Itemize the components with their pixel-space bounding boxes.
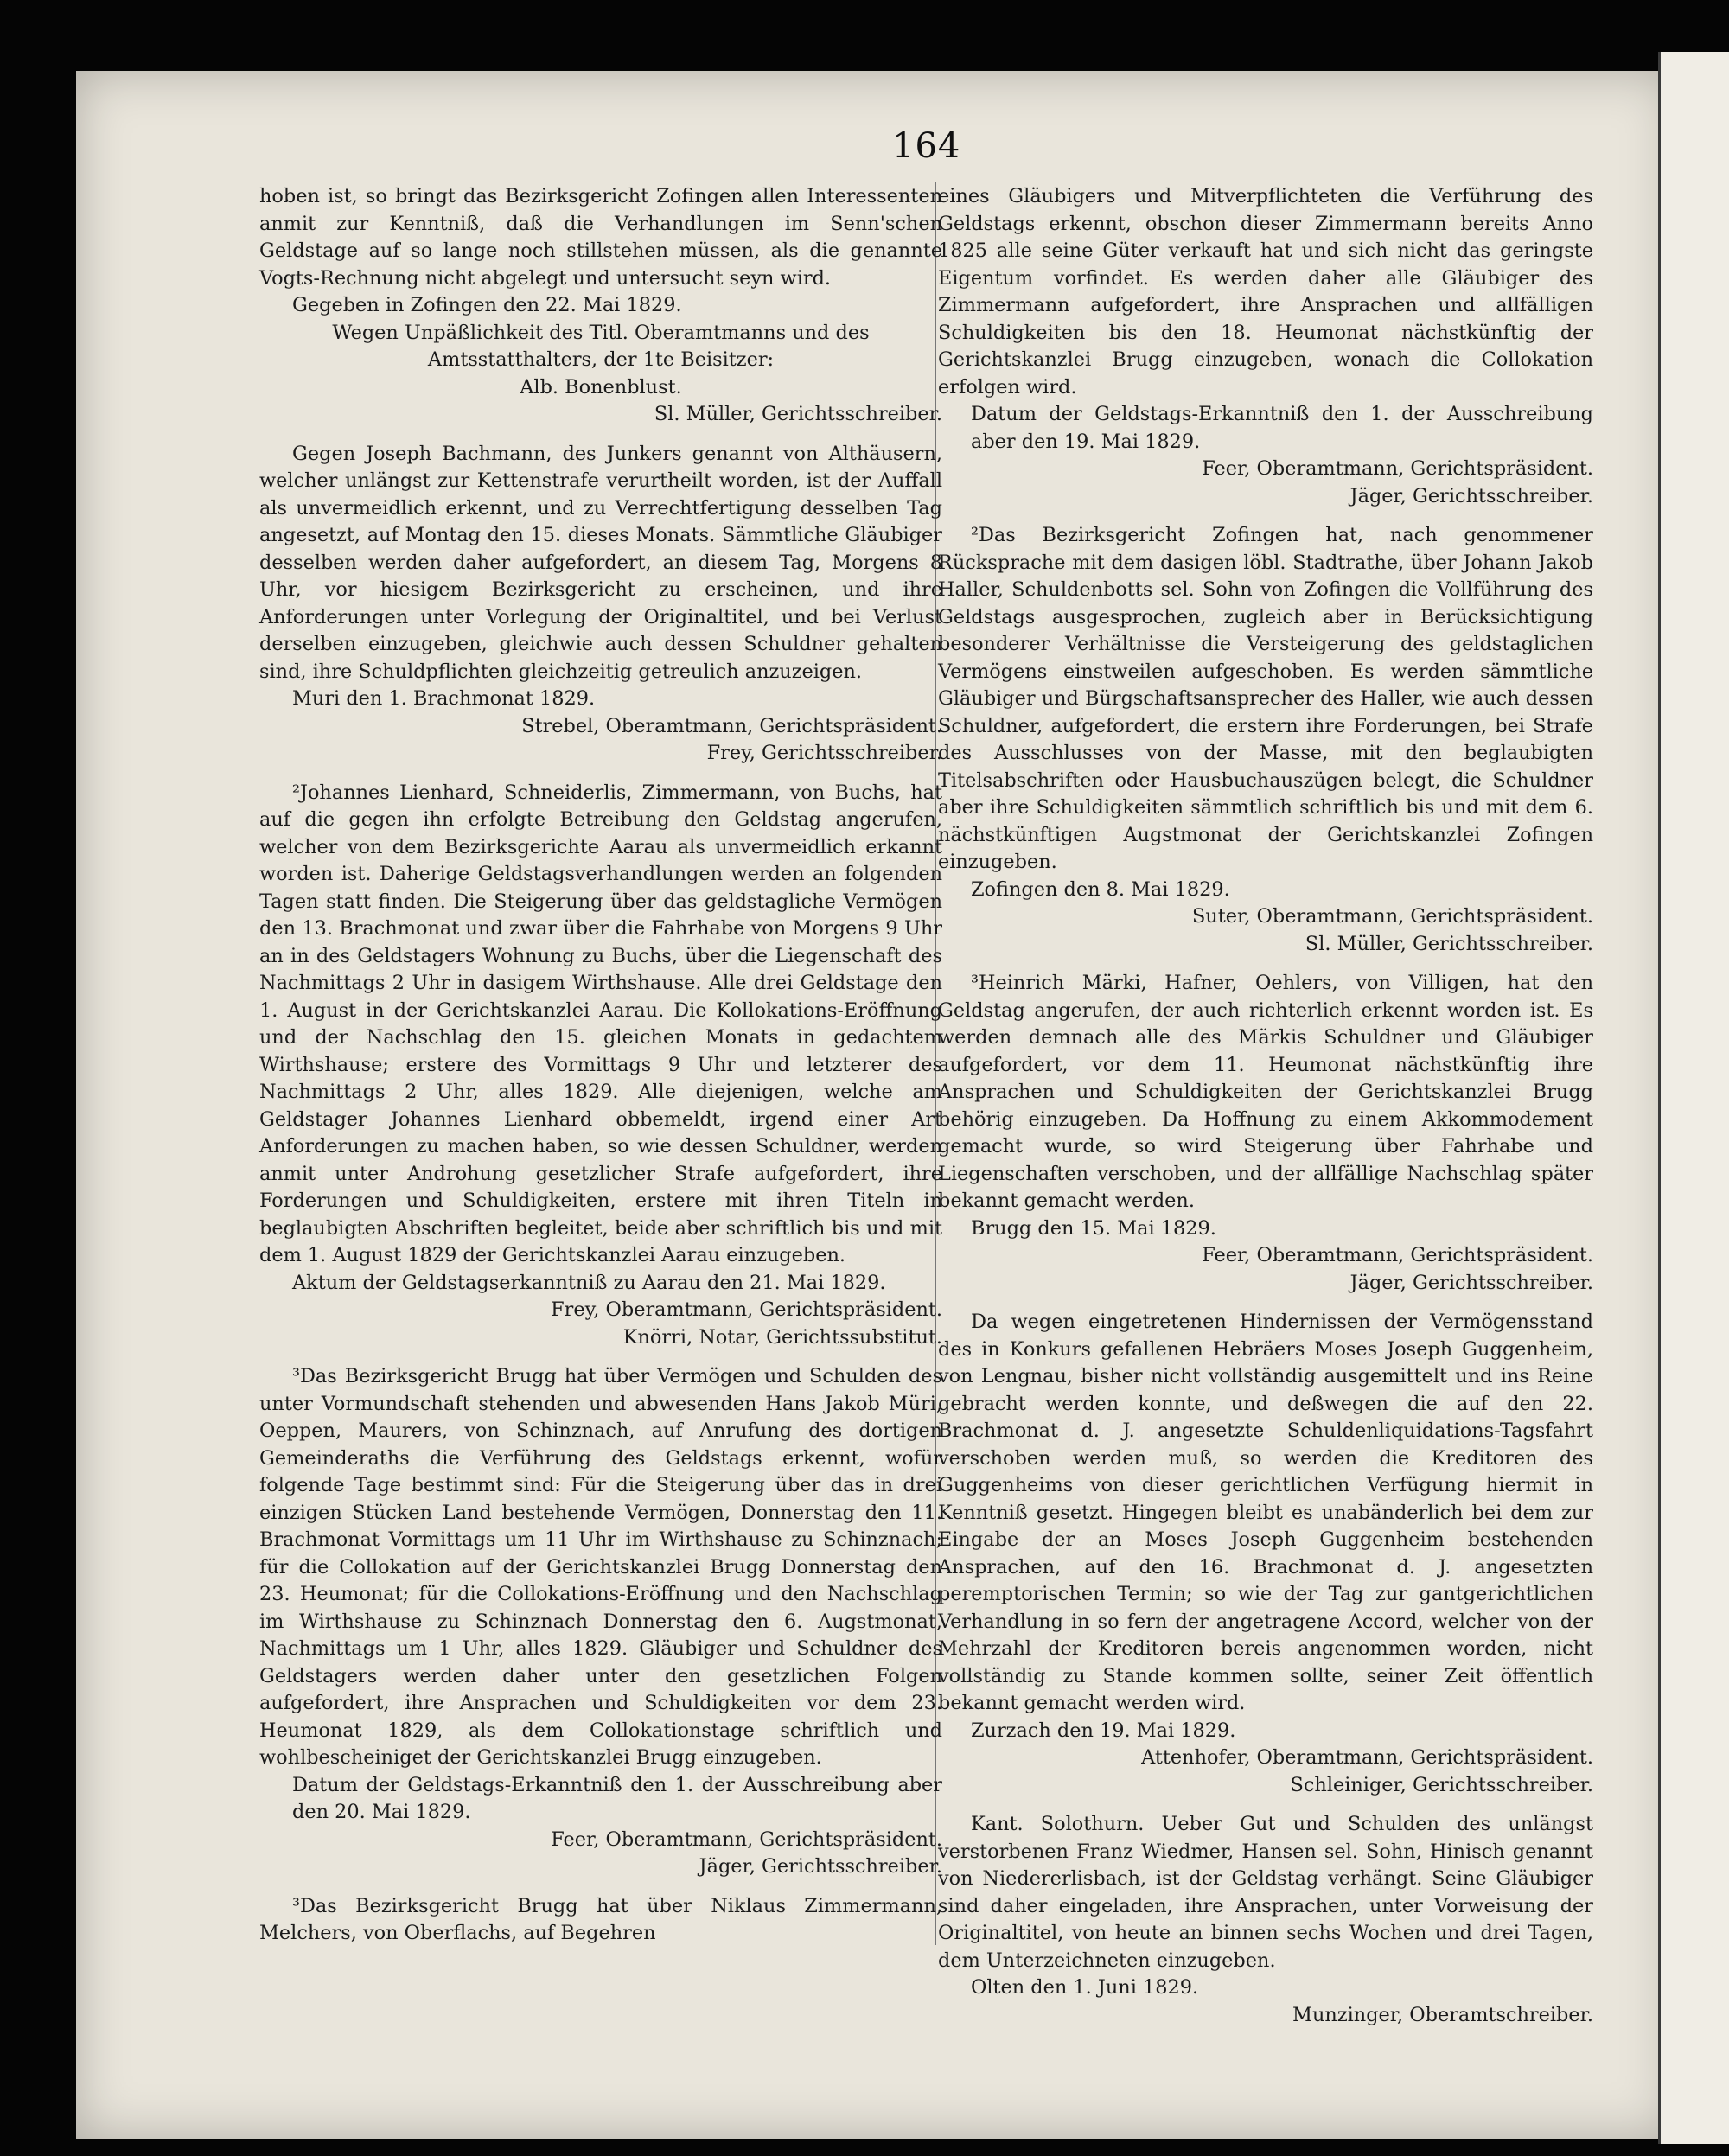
right-sig-3: Jäger, Gerichtsschreiber. bbox=[1349, 484, 1593, 507]
left-sig-12: Knörri, Notar, Gerichtssubstitut. bbox=[622, 1325, 942, 1349]
left-column bbox=[259, 183, 942, 1948]
left-date-1: Gegeben in Zofingen den 22. Mai 1829. bbox=[292, 294, 682, 316]
left-sig-11: Frey, Oberamtmann, Gerichtspräsident. bbox=[551, 1298, 942, 1321]
right-date-1: Datum der Geldstags-Erkanntniß den 1. der Ausschreibung aber den 19. Mai 1829. bbox=[971, 403, 1593, 453]
left-date-6: Muri den 1. Brachmonat 1829. bbox=[292, 687, 596, 710]
left-sig-8: Frey, Gerichtsschreiber. bbox=[706, 742, 942, 764]
right-sig-10: Feer, Oberamtmann, Gerichtspräsident. bbox=[1202, 1244, 1593, 1266]
right-date-5: Zofingen den 8. Mai 1829. bbox=[971, 877, 1230, 901]
right-date-9: Brugg den 15. Mai 1829. bbox=[971, 1216, 1216, 1240]
left-date-14: Datum der Geldstags-Erkanntniß den 1. der Ausschreibung aber den 20. Mai 1829. bbox=[292, 1773, 942, 1823]
left-para-13: ³Das Bezirksgericht Brugg hat über Vermögen und Schulden des unter Vormundschaft stehenden und abwesenden Hans Jakob Müri, Oeppen, Maurers, von Schinznach, auf Anrufung des dortigen Gemeinderaths die Verführung des Geldstags erkennt, wofür folgende Tage bestimmt sind: Für die Steigerung über das in drei einzigen Stücken Land bestehende Vermögen, Donnerstag den 11. Brachmonat Vormittags um 11 Uhr im Wirthshause zu Schinznach; für die Collokation auf der Gerichtskanzlei Brugg Donnerstag den 23. Heumonat; für die Collokations-Eröffnung und den Nachschlag im Wirthshause zu Schinznach Donnerstag den 6. Augstmonat, Nachmittags um 1 Uhr, alles 1829. Gläubiger und Schuldner des Geldstagers werden daher unter den gesetzlichen Folgen aufgefordert, ihre Ansprachen und Schuldigkeiten vor dem 23. Heumonat 1829, als dem Collokationstage schriftlich und wohlbescheiniget der Gerichtskanzlei Brugg einzugeben. bbox=[259, 1365, 942, 1769]
right-column bbox=[938, 183, 1593, 2029]
left-sig-15: Feer, Oberamtmann, Gerichtspräsident. bbox=[551, 1827, 942, 1851]
left-sig-4: Sl. Müller, Gerichtsschreiber. bbox=[654, 403, 942, 425]
page-number: 164 bbox=[892, 126, 961, 166]
right-date-13: Zurzach den 19. Mai 1829. bbox=[971, 1719, 1236, 1742]
adjacent-page-edge bbox=[1658, 52, 1729, 2144]
left-sig-3: Alb. Bonenblust. bbox=[520, 375, 682, 399]
right-sig-6: Suter, Oberamtmann, Gerichtspräsident. bbox=[1192, 905, 1593, 928]
right-sig-14: Attenhofer, Oberamtmann, Gerichtspräsident. bbox=[1141, 1746, 1593, 1769]
right-sig-15: Schleiniger, Gerichtsschreiber. bbox=[1290, 1773, 1593, 1796]
left-date-10: Aktum der Geldstagserkanntniß zu Aarau den 21. Mai 1829. bbox=[292, 1271, 886, 1294]
right-sig-11: Jäger, Gerichtsschreiber. bbox=[1349, 1271, 1593, 1294]
left-sig-7: Strebel, Oberamtmann, Gerichtspräsident. bbox=[521, 714, 942, 737]
right-sig-7: Sl. Müller, Gerichtsschreiber. bbox=[1305, 932, 1593, 955]
right-sig-18: Munzinger, Oberamtschreiber. bbox=[1292, 2003, 1593, 2026]
right-sig-2: Feer, Oberamtmann, Gerichtspräsident. bbox=[1202, 457, 1593, 480]
right-para-0: eines Gläubigers und Mitverpflichteten die Verführung des Geldstags erkennt, obschon dieser Zimmermann bereits Anno 1825 alle seine Güter verkauft hat und sich nicht das geringste Eigentum vorfindet. Es werden daher alle Gläubiger des Zimmermann aufgefordert, ihre Ansprachen und allfälligen Schuldigkeiten bis den 18. Heumonat nächstkünftig der Gerichtskanzlei Brugg einzugeben, wonach die Collokation erfolgen wird. bbox=[938, 185, 1593, 399]
left-para-5: Gegen Joseph Bachmann, des Junkers genannt von Althäusern, welcher unlängst zur Kettenstrafe verurtheilt worden, ist der Auffall als unvermeidlich erkennt, und zu Verrechtfertigung desselben Tag angesetzt, auf Montag den 15. dieses Monats. Sämmtliche Gläubiger desselben werden daher aufgefordert, an diesem Tag, Morgens 8 Uhr, vor hiesigem Bezirksgericht zu erscheinen, und ihre Anforderungen unter Vorlegung der Originaltitel, und bei Verlust derselben einzugeben, gleichwie auch dessen Schuldner gehalten sind, ihre Schuldpflichten gleichzeitig getreulich anzuzeigen. bbox=[259, 442, 942, 683]
right-para-12: Da wegen eingetretenen Hindernissen der Vermögensstand des in Konkurs gefallenen Hebräers Moses Joseph Guggenheim, von Lengnau, bisher nicht vollständig ausgemittelt und ins Reine gebracht werden konnte, und deßwegen die auf den 22. Brachmonat d. J. angesetzte Schuldenliquidations-Tagsfahrt verschoben werden muß, so werden die Kreditoren des Guggenheims von dieser gerichtlichen Verfügung hiermit in Kenntniß gesetzt. Hingegen bleibt es unabänderlich bei dem zur Eingabe der an Moses Joseph Guggenheim bestehenden Ansprachen, auf den 16. Brachmonat d. J. angesetzten peremptorischen Termin; so wie der Tag zur gantgerichtlichen Verhandlung in so fern der angetragene Accord, welcher von der Mehrzahl der Kreditoren bereis angenommen worden, nicht vollständig zu Stande kommen sollte, seiner Zeit öffentlich bekannt gemacht werden wird. bbox=[938, 1311, 1593, 1714]
right-para-8: ³Heinrich Märki, Hafner, Oehlers, von Villigen, hat den Geldstag angerufen, der auch richterlich erkennt worden ist. Es werden demnach alle des Märkis Schuldner und Gläubiger aufgefordert, vor dem 11. Heumonat nächstkünftig ihre Ansprachen und Schuldigkeiten der Gerichtskanzlei Brugg behörig einzugeben. Da Hoffnung zu einem Akkommodement gemacht wurde, so wird Steigerung über Fahrhabe und Liegenschaften verschoben, und der allfällige Nachschlag später bekannt gemacht werden. bbox=[938, 972, 1593, 1212]
right-para-16: Kant. Solothurn. Ueber Gut und Schulden des unlängst verstorbenen Franz Wiedmer, Hansen sel. Sohn, Hinisch genannt von Niedererlisbach, ist der Geldstag verhängt. Seine Gläubiger sind daher eingeladen, ihre Ansprachen, unter Vorweisung der Originaltitel, von heute an binnen sechs Wochen und drei Tagen, dem Unterzeichneten einzugeben. bbox=[938, 1813, 1593, 1972]
left-sig-16: Jäger, Gerichtsschreiber. bbox=[699, 1855, 942, 1878]
left-para-0: hoben ist, so bringt das Bezirksgericht Zofingen allen Interessenten anmit zur Kenntniß, daß die Verhandlungen im Senn'schen Geldstage auf so lange noch stillstehen müssen, als die genannte Vogts-Rechnung nicht abgelegt und untersucht seyn wird. bbox=[259, 185, 942, 290]
left-para-9: ²Johannes Lienhard, Schneiderlis, Zimmermann, von Buchs, hat auf die gegen ihn erfolgte Betreibung den Geldstag angerufen, welcher von dem Bezirksgerichte Aarau als unvermeidlich erkannt worden ist. Daherige Geldstagsverhandlungen werden an folgenden Tagen statt finden. Die Steigerung über das geldstagliche Vermögen den 13. Brachmonat und zwar über die Fahrhabe von Morgens 9 Uhr an in des Geldstagers Wohnung zu Buchs, über die Liegenschaft des Nachmittags 2 Uhr in dasigem Wirthshause. Alle drei Geldstage den 1. August in der Gerichtskanzlei Aarau. Die Kollokations-Eröffnung und der Nachschlag den 15. gleichen Monats in gedachtem Wirthshause; erstere des Vormittags 9 Uhr und letzterer des Nachmittags 2 Uhr, alles 1829. Alle diejenigen, welche am Geldstager Johannes Lienhard obbemeldt, irgend einer Art Anforderungen zu machen haben, so wie dessen Schuldner, werden anmit unter Androhung gesetzlicher Strafe aufgefordert, ihre Forderungen und Schuldigkeiten, erstere mit ihren Titeln in beglaubigten Abschriften begleitet, beide aber schriftlich bis und mit dem 1. August 1829 der Gerichtskanzlei Aarau einzugeben. bbox=[259, 781, 942, 1266]
right-para-4: ²Das Bezirksgericht Zofingen hat, nach genommener Rücksprache mit dem dasigen löbl. Stadtrathe, über Johann Jakob Haller, Schuldenbotts sel. Sohn von Zofingen die Vollführung des Geldstags ausgesprochen, zugleich aber in Berücksichtigung besonderer Verhältnisse die Versteigerung des geldstaglichen Vermögens einstweilen aufgeschoben. Es werden sämmtliche Gläubiger und Bürgschaftsansprecher des Haller, wie auch dessen Schuldner, aufgefordert, die erstern ihre Forderungen, bei Strafe des Ausschlusses von der Masse, mit den beglaubigten Titelsabschriften oder Hausbuchauszügen belegt, die Schuldner aber ihre Schuldigkeiten sämmtlich schriftlich bis und mit dem 6. nächstkünftigen Augstmonat der Gerichtskanzlei Zofingen einzugeben. bbox=[938, 524, 1593, 873]
left-para-17: ³Das Bezirksgericht Brugg hat über Niklaus Zimmermann, Melchers, von Oberflachs, auf Begehren bbox=[259, 1894, 942, 1944]
left-sig-2: Wegen Unpäßlichkeit des Titl. Oberamtmanns und des Amtsstatthalters, der 1te Beisitzer: bbox=[332, 321, 870, 371]
right-date-17: Olten den 1. Juni 1829. bbox=[971, 1976, 1199, 1999]
